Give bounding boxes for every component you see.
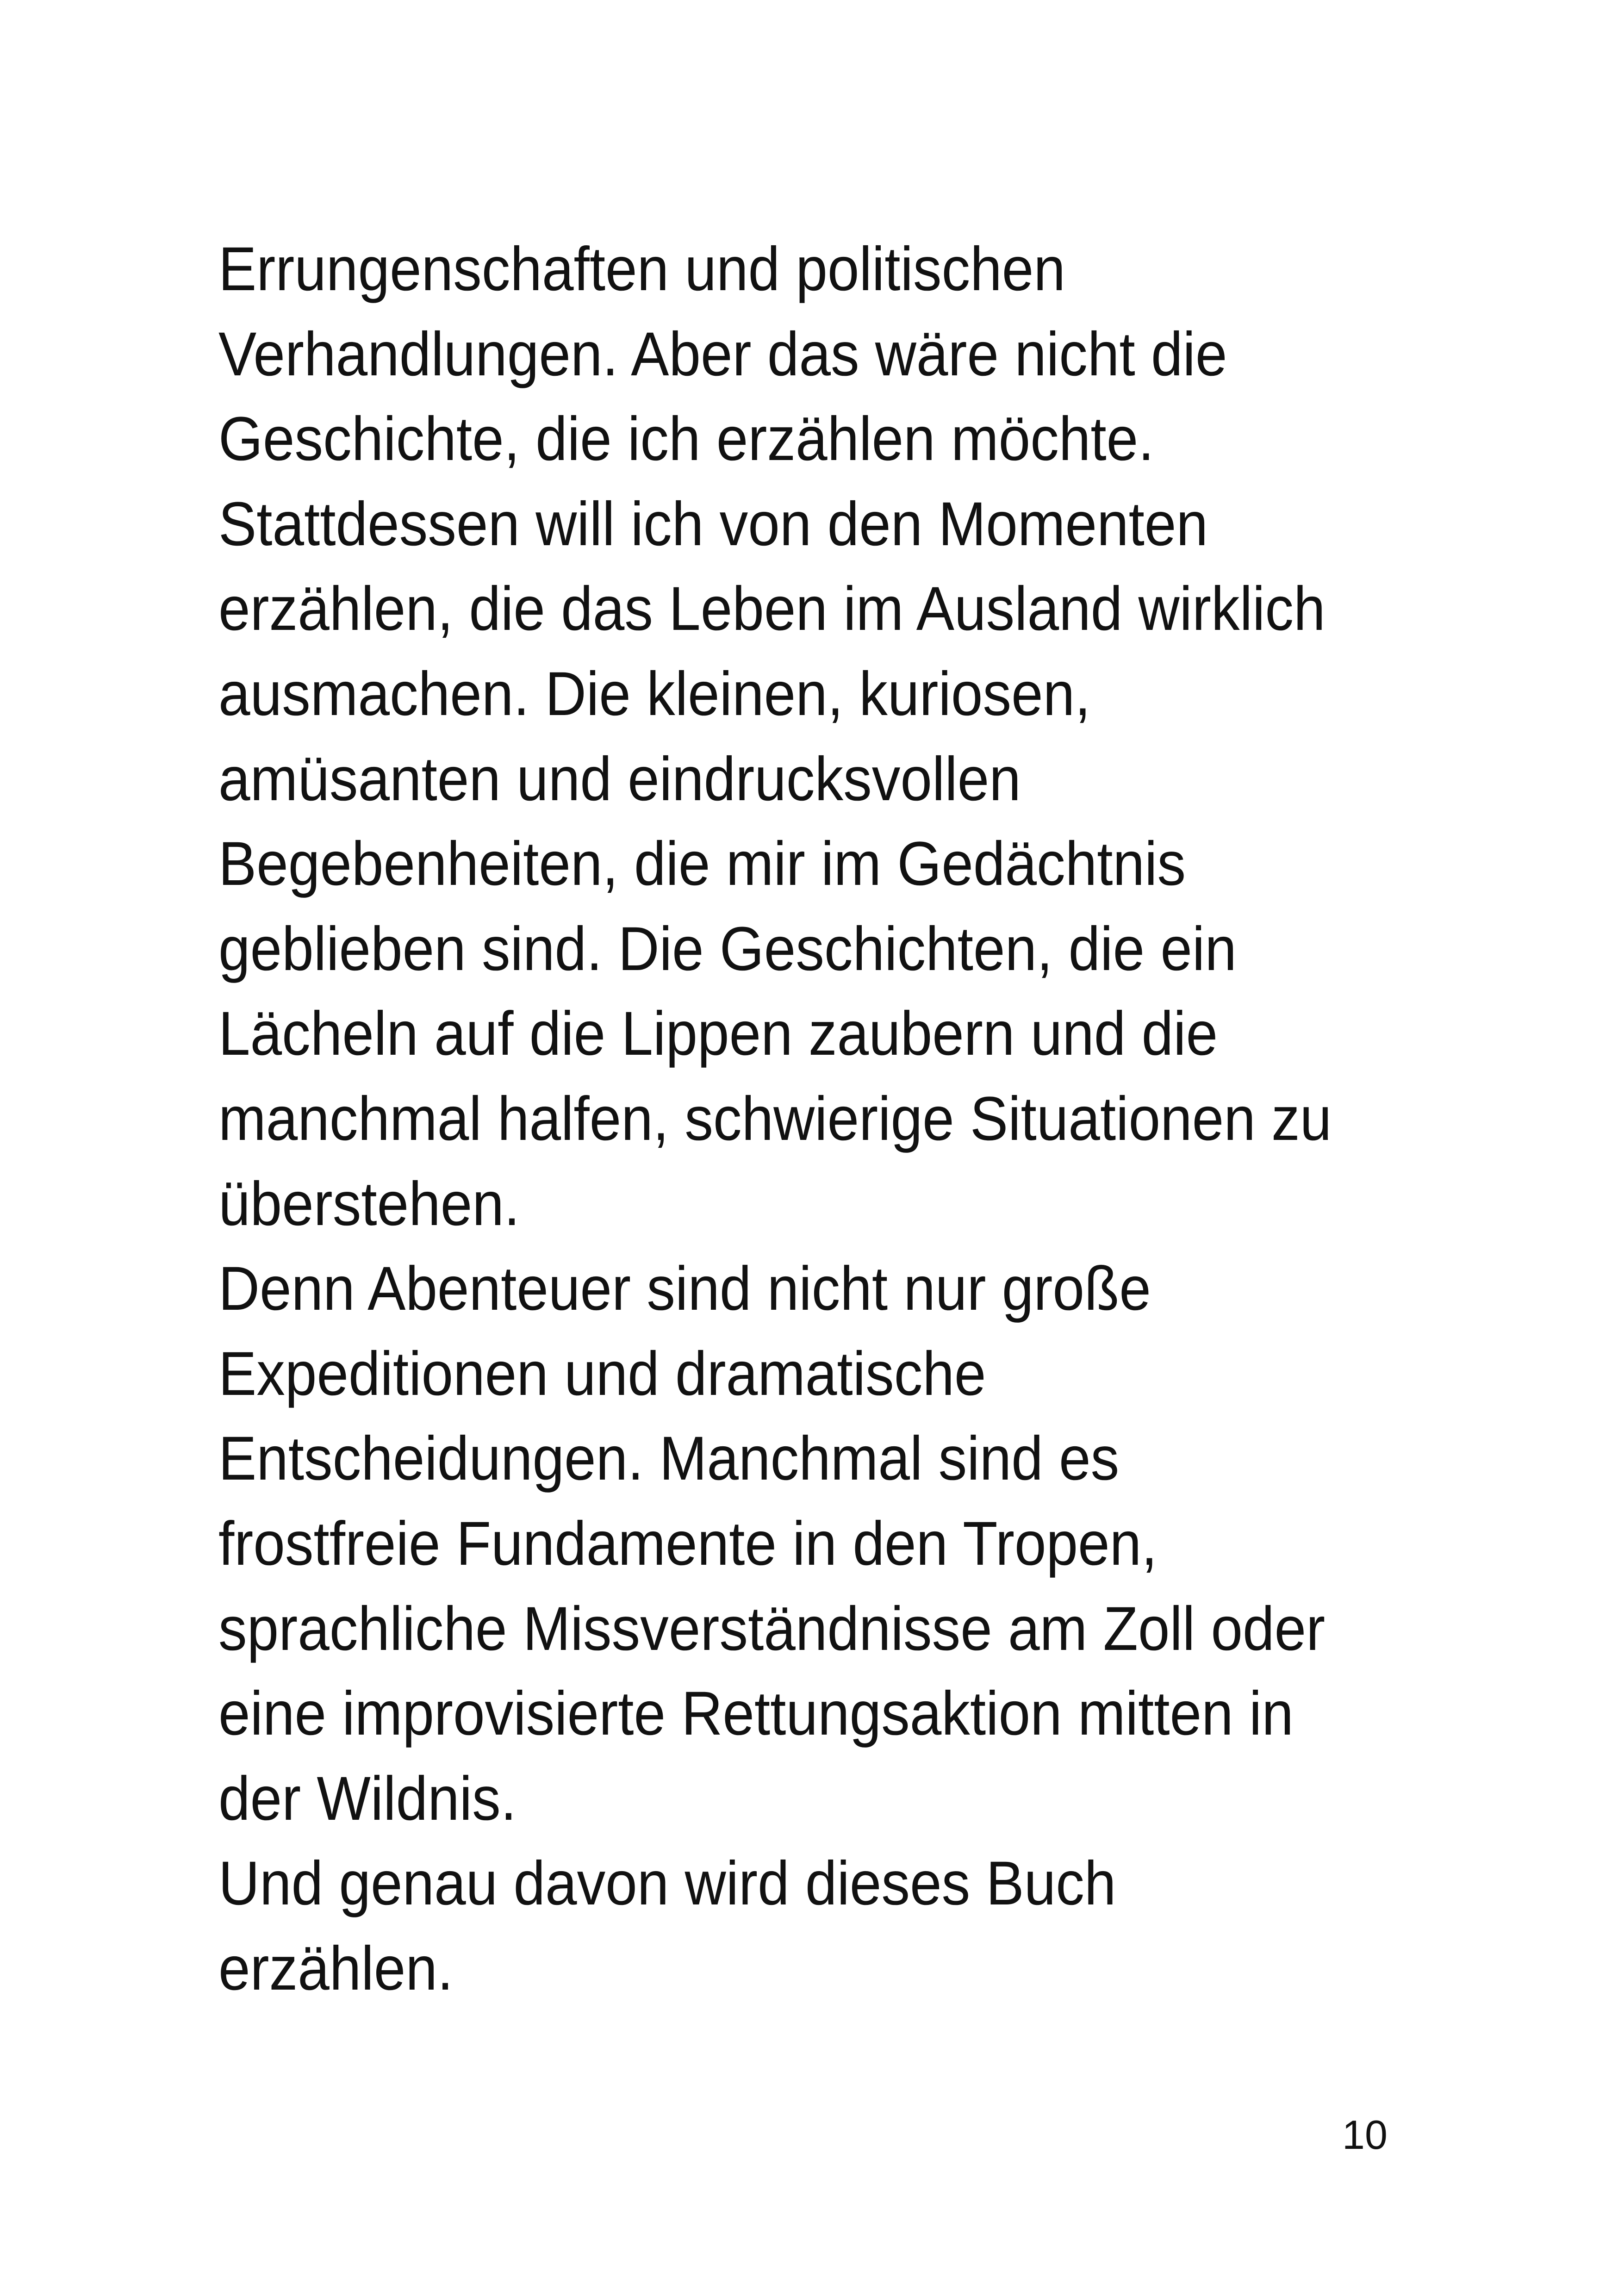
text-line: Und genau davon wird dieses Buch — [218, 1849, 1116, 1918]
text-line: Entscheidungen. Manchmal sind es — [218, 1424, 1120, 1493]
text-line: der Wildnis. — [218, 1764, 517, 1833]
text-line: Geschichte, die ich erzählen möchte. — [218, 404, 1154, 474]
text-line: frostfreie Fundamente in den Tropen, — [218, 1509, 1157, 1578]
text-line: Denn Abenteuer sind nicht nur große — [218, 1254, 1151, 1324]
text-line: überstehen. — [218, 1169, 520, 1238]
body-text — [218, 227, 1334, 2011]
text-line: sprachliche Missverständnisse am Zoll oder — [218, 1594, 1326, 1663]
text-line: Lächeln auf die Lippen zaubern und die — [218, 999, 1218, 1069]
text-line: manchmal halfen, schwierige Situationen zu — [218, 1084, 1332, 1153]
text-line: ausmachen. Die kleinen, kuriosen, — [218, 659, 1091, 728]
text-line: erzählen. — [218, 1934, 454, 2003]
text-line: amüsanten und eindrucksvollen — [218, 744, 1021, 814]
text-line: geblieben sind. Die Geschichten, die ein — [218, 914, 1237, 983]
text-line: erzählen, die das Leben im Ausland wirklich — [218, 574, 1326, 644]
text-line: Stattdessen will ich von den Momenten — [218, 489, 1208, 559]
text-line: Verhandlungen. Aber das wäre nicht die — [218, 319, 1227, 389]
text-line: Begebenheiten, die mir im Gedächtnis — [218, 829, 1186, 899]
text-line: Errungenschaften und politischen — [218, 235, 1065, 304]
text-line: eine improvisierte Rettungsaktion mitten in — [218, 1679, 1294, 1748]
text-line: Expeditionen und dramatische — [218, 1339, 986, 1408]
page-number: 10 — [1342, 2112, 1388, 2158]
